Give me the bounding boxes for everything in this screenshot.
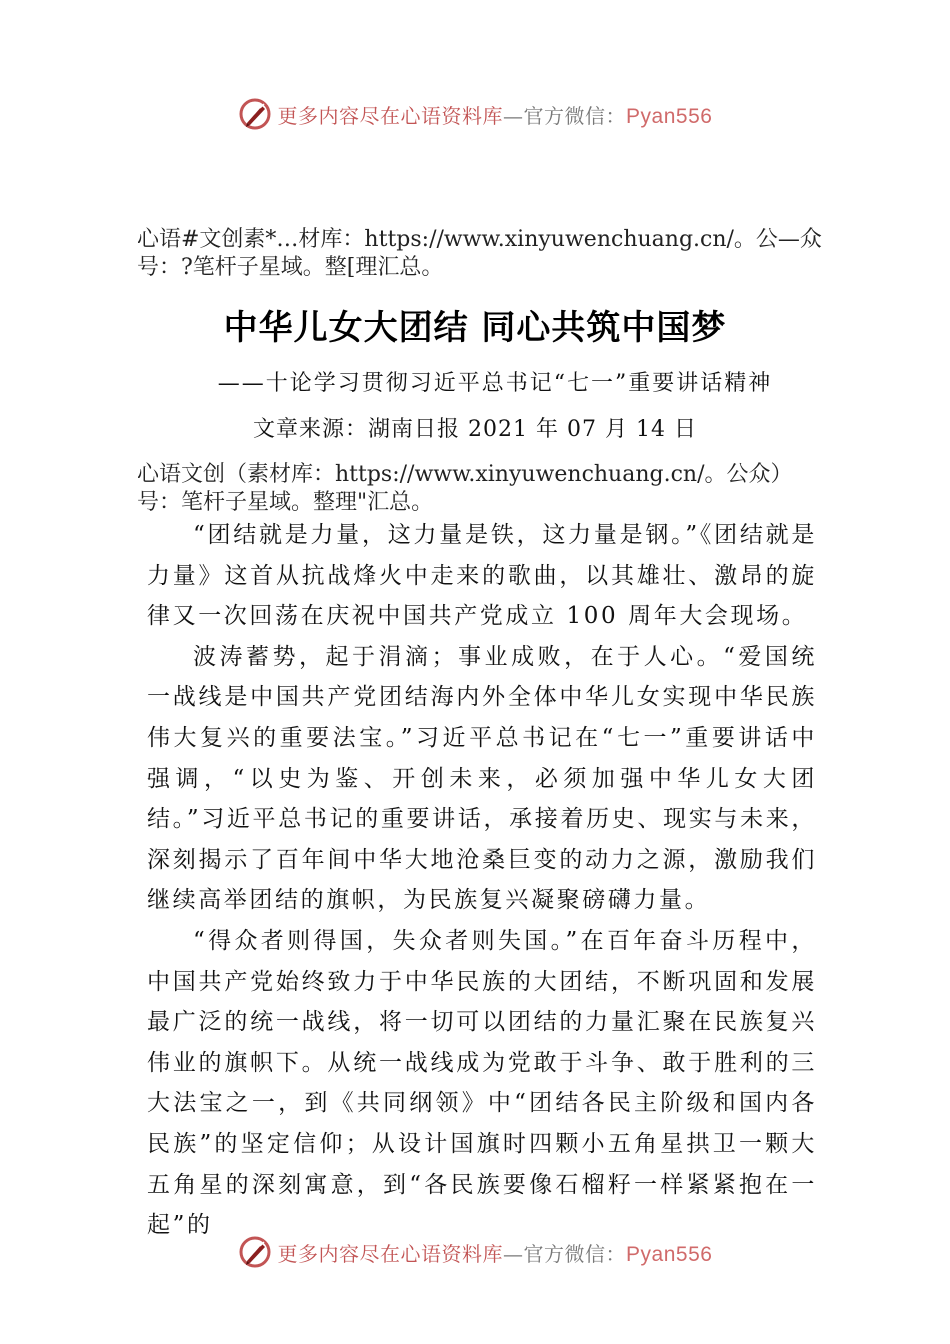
footer-banner-content	[238, 1235, 713, 1269]
article-title: 中华儿女大团结 同心共筑中国梦	[223, 308, 727, 348]
banner-separator: —	[503, 103, 524, 128]
paragraph-1: “团结就是力量，这力量是铁，这力量是钢。”《团结就是力量》这首从抗战烽火中走来的歌曲，以其雄壮、激昂的旋律又一次回荡在庆祝中国共产党成立 100 周年大会现场。	[147, 522, 817, 630]
banner-wechat-label: 官方微信：	[523, 103, 627, 128]
banner-brand: 更多内容尽在心语资料库	[277, 1241, 504, 1266]
header-banner	[0, 94, 950, 134]
footer-banner	[0, 1232, 950, 1272]
banner-separator: —	[503, 1241, 524, 1266]
banner-brand: 更多内容尽在心语资料库	[277, 103, 504, 128]
article-byline: 文章来源：湖南日报 2021 年 07 月 14 日	[253, 417, 697, 442]
banner-wechat-label: 官方微信：	[523, 1241, 627, 1266]
banner-text	[278, 1238, 713, 1267]
source-note-middle: 心语文创（素材库：https://www.xinyuwenchuang.cn/。公众）号：笔杆子星域。整理"汇总。	[137, 462, 793, 515]
header-banner-content	[238, 97, 713, 131]
paragraph-3: “得众者则得国，失众者则失国。”在百年奋斗历程中，中国共产党始终致力于中华民族的大团结，不断巩固和发展最广泛的统一战线，将一切可以团结的力量汇聚在民族复兴伟业的旗帜下。从统一战线成为党敢于斗争、敢于胜利的三大法宝之一，到《共同纲领》中“团结各民主阶级和国内各民族”的坚定信仰；从设计国旗时四颗小五角星拱卫一颗大五角星的深刻寓意，到“各民族要像石榴籽一样紧紧抱在一起”的	[147, 927, 817, 1239]
article-body	[147, 515, 817, 1246]
source-note-top: 心语#文创素*…材库：https://www.xinyuwenchuang.cn/。公—众号：?笔杆子星域。整[理汇总。	[137, 227, 822, 280]
pen-quill-logo-icon	[238, 1235, 272, 1269]
article-subtitle: ——十论学习贯彻习近平总书记“七一”重要讲话精神	[217, 371, 773, 396]
banner-account: Pyan556	[626, 1242, 713, 1266]
paragraph-2: 波涛蓄势，起于涓滴；事业成败，在于人心。“爱国统一战线是中国共产党团结海内外全体中华儿女实现中华民族伟大复兴的重要法宝。”习近平总书记在“七一”重要讲话中强调，“以史为鉴、开创未来，必须加强中华儿女大团结。”习近平总书记的重要讲话，承接着历史、现实与未来，深刻揭示了百年间中华大地沧桑巨变的动力之源，激励我们继续高举团结的旗帜，为民族复兴凝聚磅礴力量。	[147, 643, 817, 914]
banner-text	[278, 100, 713, 129]
banner-account: Pyan556	[626, 104, 713, 128]
pen-quill-logo-icon	[238, 97, 272, 131]
